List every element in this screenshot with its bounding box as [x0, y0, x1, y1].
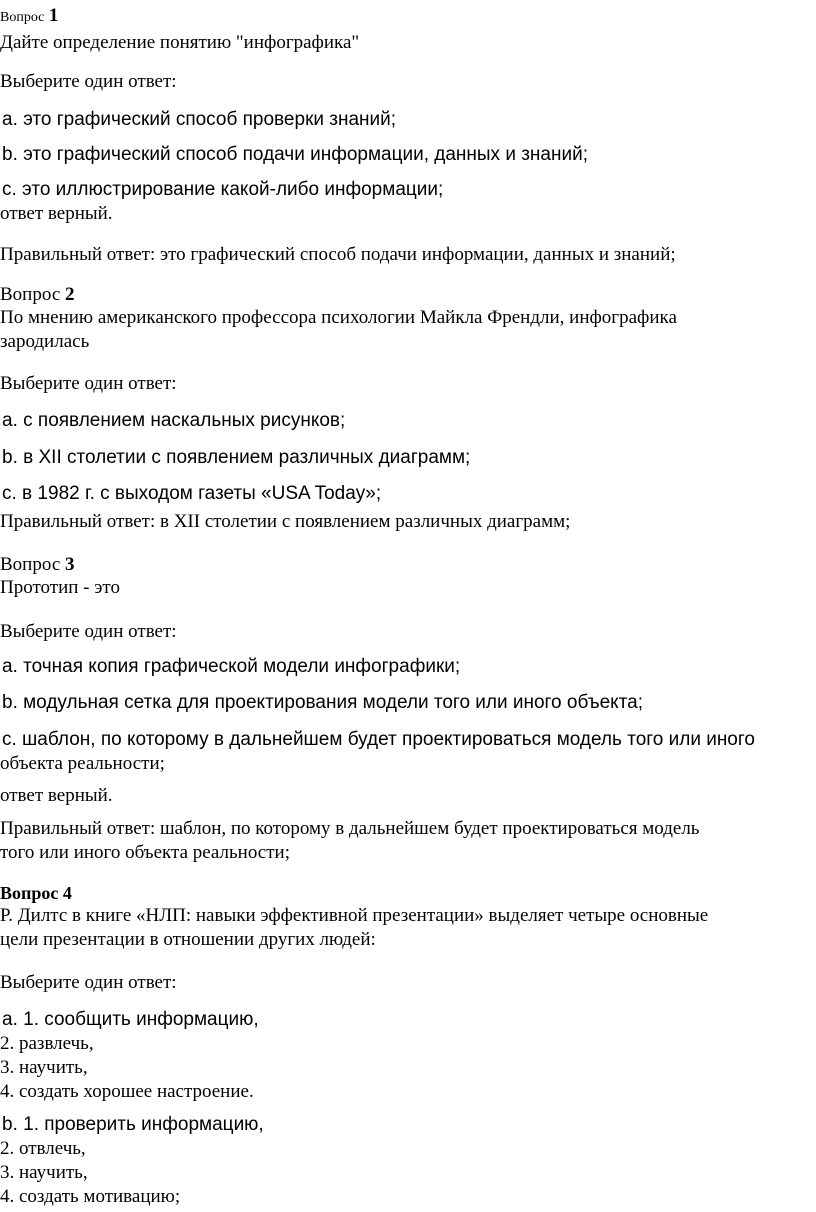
answer-option-line: 2. развлечь,	[0, 1033, 94, 1054]
answer-option-line: 4. создать мотивацию;	[0, 1186, 181, 1207]
correct-answer: Правильный ответ: в XII столетии с появлением различных диаграмм;	[0, 511, 571, 532]
question-1	[0, 4, 800, 55]
answer-option[interactable]: a. с появлением наскальных рисунков;	[2, 410, 346, 431]
question-1-options	[0, 108, 800, 132]
question-number: 2	[65, 284, 75, 305]
answer-option[interactable]: a. точная копия графической модели инфографики;	[2, 656, 461, 677]
question-2-text-line1: По мнению американского профессора психологии Майкла Френдли, инфографика	[0, 307, 677, 328]
question-2-option-a-row	[0, 409, 800, 433]
answer-option-line: 2. отвлечь,	[0, 1138, 86, 1159]
answer-option-first-line[interactable]: b. 1. проверить информацию,	[2, 1114, 264, 1135]
question-1-text: Дайте определение понятию "инфографика"	[0, 32, 360, 53]
question-1-option-b-row	[0, 143, 800, 167]
question-label: Вопрос	[0, 554, 61, 575]
question-4-option-b[interactable]	[0, 1113, 800, 1209]
answer-option[interactable]: b. в XII столетии с появлением различных диаграмм;	[2, 447, 471, 468]
answer-feedback: ответ верный.	[0, 203, 113, 224]
answer-option[interactable]: b. это графический способ подачи информации, данных и знаний;	[2, 144, 588, 165]
question-3-prompt-block	[0, 620, 800, 644]
question-2-prompt-block	[0, 372, 800, 396]
correct-answer-line2: того или иного объекта реальности;	[0, 842, 290, 863]
question-1-prompt-block	[0, 70, 800, 94]
question-2-option-c-row	[0, 482, 800, 534]
answer-option-line: 3. научить,	[0, 1162, 88, 1183]
question-1-option-c-row	[0, 178, 800, 226]
answer-option[interactable]: a. это графический способ проверки знаний;	[2, 109, 397, 130]
answer-option-line: 3. научить,	[0, 1057, 88, 1078]
question-2-heading	[0, 284, 800, 306]
question-2-option-b-row	[0, 446, 800, 470]
correct-answer-line1: Правильный ответ: шаблон, по которому в дальнейшем будет проектироваться модель	[0, 818, 700, 839]
question-number: 1	[48, 5, 59, 26]
answer-option[interactable]: c. в 1982 г. с выходом газеты «USA Today»;	[2, 483, 382, 504]
answer-option-line: 4. создать хорошее настроение.	[0, 1081, 254, 1102]
answer-option-first-line[interactable]: a. 1. сообщить информацию,	[2, 1009, 259, 1030]
question-4-prompt: Выберите один ответ:	[0, 972, 177, 993]
question-2	[0, 284, 800, 354]
question-4-prompt-block	[0, 971, 800, 995]
question-4-heading: Вопрос 4	[0, 883, 72, 903]
question-number: 3	[65, 554, 75, 575]
question-1-heading	[0, 4, 800, 29]
answer-option[interactable]: b. модульная сетка для проектирования модели того или иного объекта;	[2, 692, 644, 713]
question-1-correct-row	[0, 243, 800, 267]
question-4-text-line2: цели презентации в отношении других людей:	[0, 929, 376, 950]
answer-option[interactable]: c. это иллюстрирование какой-либо информации;	[2, 179, 444, 200]
question-2-text-line2: зародилась	[0, 331, 90, 352]
correct-answer: Правильный ответ: это графический способ подачи информации, данных и знаний;	[0, 244, 676, 265]
question-label: Вопрос	[0, 284, 61, 305]
question-3-option-b-row	[0, 691, 800, 715]
answer-option-continuation: объекта реальности;	[0, 753, 165, 774]
question-3-option-a-row	[0, 655, 800, 679]
question-2-prompt: Выберите один ответ:	[0, 373, 177, 394]
question-label: Вопрос	[0, 10, 45, 25]
question-3-option-c-row	[0, 728, 800, 808]
question-1-prompt: Выберите один ответ:	[0, 71, 177, 92]
question-3	[0, 554, 800, 600]
question-3-correct-row	[0, 817, 800, 865]
question-3-heading	[0, 554, 800, 576]
answer-feedback: ответ верный.	[0, 785, 113, 806]
question-3-text: Прототип - это	[0, 577, 120, 598]
question-4-option-a[interactable]	[0, 1008, 800, 1104]
answer-option[interactable]: c. шаблон, по которому в дальнейшем будет проектироваться модель того или иного	[2, 729, 755, 750]
question-4-text-line1: Р. Дилтс в книге «НЛП: навыки эффективной презентации» выделяет четыре основные	[0, 905, 709, 926]
question-4	[0, 882, 800, 952]
question-3-prompt: Выберите один ответ:	[0, 621, 177, 642]
